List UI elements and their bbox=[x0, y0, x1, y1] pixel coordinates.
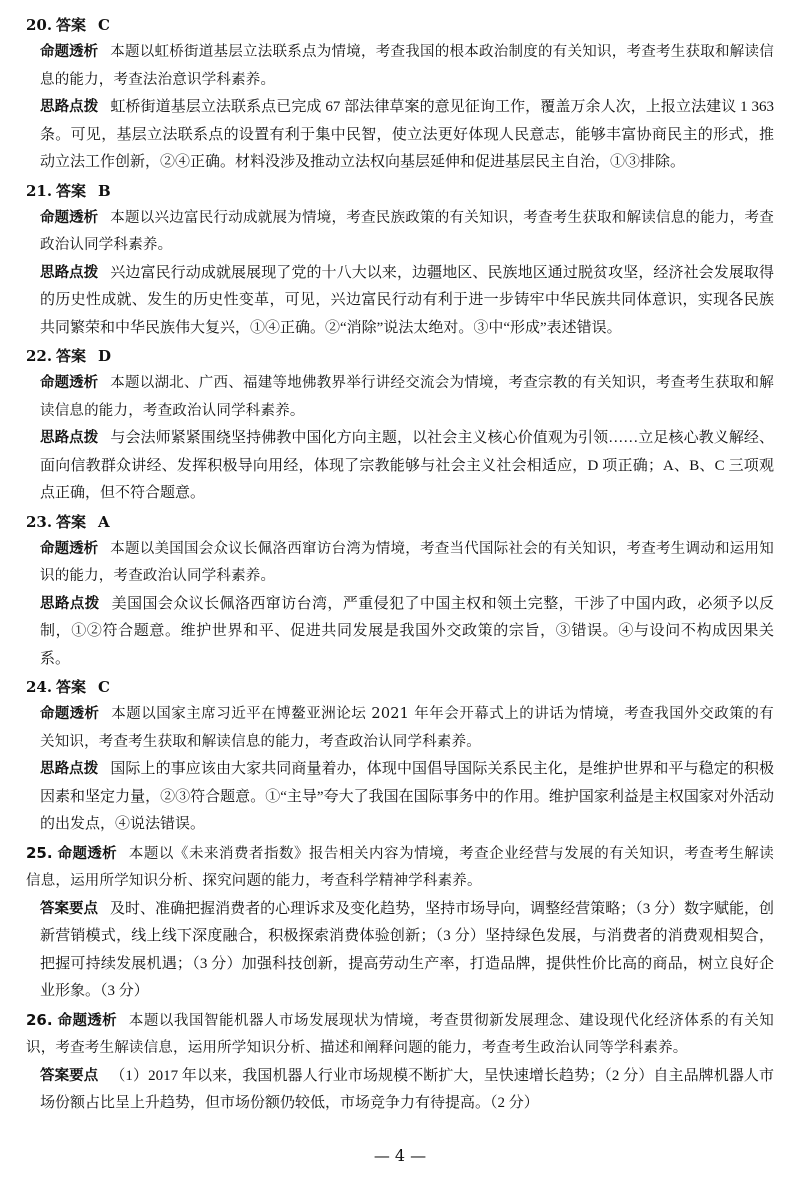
answer-label: 答案 bbox=[56, 347, 87, 365]
analysis-label: 命题透析 bbox=[40, 44, 99, 60]
analysis-paragraph bbox=[26, 840, 774, 895]
analysis-paragraph bbox=[26, 1007, 774, 1062]
page-number: — 4 — bbox=[373, 1146, 427, 1165]
question-number: 22. bbox=[26, 347, 53, 365]
question-21 bbox=[26, 178, 774, 342]
answer-value: A bbox=[98, 512, 110, 531]
answer-label: 答案 bbox=[56, 512, 87, 531]
question-number: 25. bbox=[26, 843, 53, 862]
hint-paragraph bbox=[26, 424, 774, 507]
analysis-label: 命题透析 bbox=[40, 209, 99, 226]
analysis-text: 本题以兴边富民行动成就展为情境，考查民族政策的有关知识，考查考生获取和解读信息的能力，考查政治认同学科素养。 bbox=[40, 209, 775, 253]
question-number: 21. bbox=[26, 181, 53, 200]
analysis-paragraph bbox=[26, 369, 774, 424]
hint-paragraph bbox=[26, 259, 774, 342]
analysis-label: 命题透析 bbox=[40, 375, 99, 391]
key-points-label: 答案要点 bbox=[40, 900, 99, 917]
answer-label: 答案 bbox=[56, 181, 87, 200]
analysis-text: 本题以《未来消费者指数》报告相关内容为情境，考查企业经营与发展的有关知识，考查考生解读信息，运用所学知识分析、探究问题的能力，考查科学精神学科素养。 bbox=[26, 845, 774, 889]
analysis-text: 本题以美国国会众议长佩洛西窜访台湾为情境，考查当代国际社会的有关知识，考查考生调动和运用知识的能力，考查政治认同学科素养。 bbox=[40, 540, 775, 584]
question-24 bbox=[26, 674, 774, 838]
question-25 bbox=[26, 840, 774, 1005]
analysis-label: 命题透析 bbox=[40, 706, 100, 722]
hint-text: 与会法师紧紧围绕坚持佛教中国化方向主题，以社会主义核心价值观为引领……立足核心教义解经、面向信教群众讲经、发挥积极导向用经，体现了宗教能够与社会主义社会相适应，D 项正确；A、B、C 三项观点正确，但不符合题意。 bbox=[40, 430, 775, 501]
hint-label: 思路点拨 bbox=[40, 430, 99, 446]
hint-paragraph bbox=[26, 590, 774, 673]
key-points-text: （1）2017 年以来，我国机器人行业市场规模不断扩大，呈快速增长趋势；（2 分）自主品牌机器人市场份额占比呈上升趋势，但市场份额仍较低，市场竞争力有待提高。（2 分） bbox=[40, 1067, 774, 1111]
analysis-paragraph bbox=[26, 204, 774, 259]
key-points-label: 答案要点 bbox=[40, 1067, 99, 1084]
hint-label: 思路点拨 bbox=[40, 264, 99, 281]
analysis-text: 本题以国家主席习近平在博鳌亚洲论坛 2021 年年会开幕式上的讲话为情境，考查我国外交政策的有关知识，考查考生获取和解读信息的能力，考查政治认同学科素养。 bbox=[40, 706, 774, 750]
analysis-label: 命题透析 bbox=[40, 540, 99, 557]
analysis-text: 本题以湖北、广西、福建等地佛教界举行讲经交流会为情境，考查宗教的有关知识，考查考生获取和解读信息的能力，考查政治认同学科素养。 bbox=[40, 375, 775, 419]
question-20 bbox=[26, 12, 774, 176]
question-number: 20. bbox=[26, 16, 53, 34]
answer-value: C bbox=[98, 678, 110, 696]
analysis-paragraph bbox=[26, 700, 774, 755]
answer-line bbox=[26, 343, 774, 369]
hint-label: 思路点拨 bbox=[40, 99, 99, 115]
hint-label: 思路点拨 bbox=[40, 595, 100, 612]
key-points-paragraph bbox=[26, 1062, 774, 1117]
answer-label: 答案 bbox=[56, 678, 87, 696]
question-number: 23. bbox=[26, 512, 53, 531]
hint-label: 思路点拨 bbox=[40, 761, 99, 777]
question-number: 26. bbox=[26, 1010, 53, 1029]
hint-paragraph bbox=[26, 93, 774, 176]
answer-line bbox=[26, 178, 774, 204]
hint-text: 美国国会众议长佩洛西窜访台湾，严重侵犯了中国主权和领土完整，干涉了中国内政，必须予以反制，①②符合题意。维护世界和平、促进共同发展是我国外交政策的宗旨，③错误。④与设问不构成因果关系。 bbox=[40, 595, 774, 667]
analysis-paragraph bbox=[26, 38, 774, 93]
answer-line bbox=[26, 674, 774, 700]
key-points-text: 及时、准确把握消费者的心理诉求及变化趋势，坚持市场导向，调整经营策略；（3 分）数字赋能，创新营销模式，线上线下深度融合，积极探索消费体验创新；（3 分）坚持绿色发展，与消费者的消费观相契合，把握可持续发展机遇；（3 分）加强科技创新，提高劳动生产率，打造品牌，提供性价比高的商品，树立良好企业形象。（3 分） bbox=[40, 900, 775, 999]
analysis-text: 本题以虹桥街道基层立法联系点为情境，考查我国的根本政治制度的有关知识，考查考生获取和解读信息的能力，考查法治意识学科素养。 bbox=[40, 44, 775, 88]
answer-line bbox=[26, 509, 774, 535]
question-22 bbox=[26, 343, 774, 507]
question-26 bbox=[26, 1007, 774, 1117]
analysis-text: 本题以我国智能机器人市场发展现状为情境，考查贯彻新发展理念、建设现代化经济体系的有关知识，考查考生解读信息，运用所学知识分析、描述和阐释问题的能力，考查考生政治认同等学科素养。 bbox=[26, 1012, 774, 1056]
answer-value: C bbox=[98, 16, 110, 34]
answer-value: D bbox=[98, 347, 112, 365]
hint-text: 国际上的事应该由大家共同商量着办，体现中国倡导国际关系民主化，是维护世界和平与稳定的积极因素和坚定力量，②③符合题意。①“主导”夸大了我国在国际事务中的作用。维护国家利益是主权国家对外活动的出发点，④说法错误。 bbox=[40, 761, 774, 832]
hint-text: 兴边富民行动成就展展现了党的十八大以来，边疆地区、民族地区通过脱贫攻坚，经济社会发展取得的历史性成就、发生的历史性变革，可见，兴边富民行动有利于进一步铸牢中华民族共同体意识，实现各民族共同繁荣和中华民族伟大复兴，①④正确。②“消除”说法太绝对。③中“形成”表述错误。 bbox=[40, 264, 774, 336]
analysis-label: 命题透析 bbox=[57, 845, 117, 862]
analysis-label: 命题透析 bbox=[57, 1012, 117, 1029]
answer-line bbox=[26, 12, 774, 38]
answer-label: 答案 bbox=[56, 16, 87, 34]
key-points-paragraph bbox=[26, 895, 774, 1005]
question-23 bbox=[26, 509, 774, 673]
hint-paragraph bbox=[26, 755, 774, 838]
analysis-paragraph bbox=[26, 535, 774, 590]
question-number: 24. bbox=[26, 678, 53, 696]
answer-value: B bbox=[98, 181, 111, 200]
hint-text: 虹桥街道基层立法联系点已完成 67 部法律草案的意见征询工作，覆盖万余人次，上报立法建议 1 363条。可见，基层立法联系点的设置有利于集中民智，使立法更好体现人民意志，能够丰富协商民主的形式，推动立法工作创新，②④正确。材料没涉及推动立法权向基层延伸和促进基层民主自治，①③排除。 bbox=[40, 99, 775, 170]
